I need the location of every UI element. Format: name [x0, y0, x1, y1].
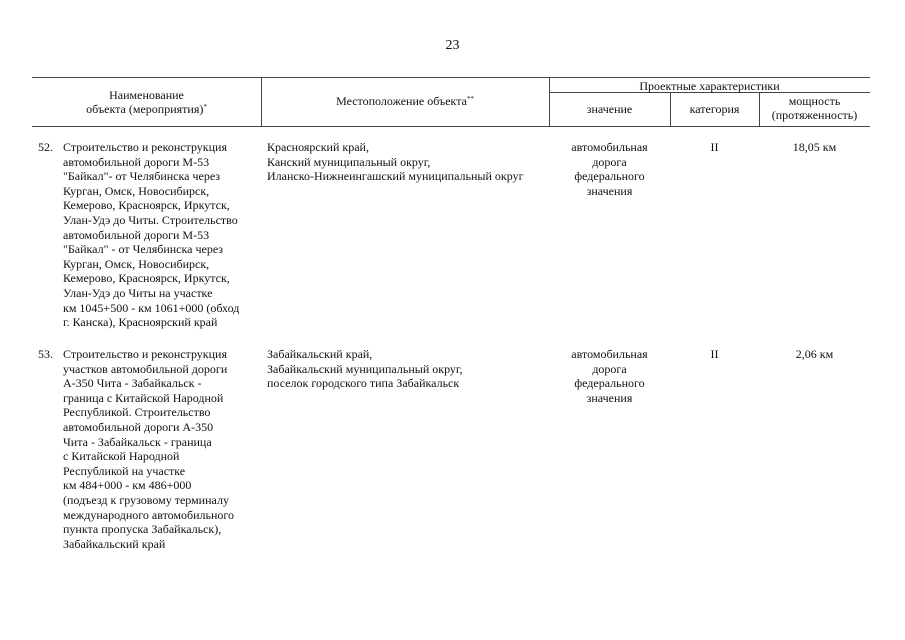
row-53-name	[63, 347, 234, 551]
header-category: категория	[689, 102, 740, 116]
name-line: Забайкальский край	[63, 536, 166, 551]
name-line: км 1045+500 - км 1061+000 (обход	[63, 300, 240, 315]
name-line: Кемерово, Красноярск, Иркутск,	[63, 198, 230, 213]
name-line: граница с Китайской Народной	[63, 390, 224, 405]
row-53-number: 53.	[38, 347, 53, 361]
value-line: значения	[586, 390, 633, 405]
header-name-line2-wrap	[32, 102, 261, 116]
name-line: Улан-Удэ до Читы на участке	[63, 285, 213, 300]
table-top-border	[32, 77, 870, 78]
name-line: автомобильной дороги А-350	[63, 419, 214, 434]
name-line: Кемерово, Красноярск, Иркутск,	[63, 271, 230, 286]
name-line: международного автомобильного	[63, 507, 235, 522]
row-53-value	[549, 347, 670, 405]
location-line: Забайкальский край,	[267, 347, 373, 361]
header-name-footnote-mark: *	[203, 103, 207, 111]
name-line: "Байкал"- от Челябинска через	[63, 169, 221, 184]
row-53-location	[267, 347, 462, 391]
value-line: автомобильная	[571, 347, 648, 361]
row-52-category: II	[710, 140, 719, 154]
name-line: с Китайской Народной	[63, 449, 180, 464]
header-value: значение	[586, 102, 633, 116]
value-line: федерального	[574, 376, 645, 391]
header-bottom-border	[32, 126, 870, 127]
value-line: федерального	[574, 169, 645, 184]
value-line: автомобильная	[571, 140, 648, 154]
header-location-label: Местоположение объекта	[336, 94, 467, 108]
header-name-line1: Наименование	[109, 88, 184, 102]
name-line: Строительство и реконструкция	[63, 347, 227, 361]
header-location-footnote-mark: **	[466, 95, 474, 103]
location-line: Красноярский край,	[267, 140, 369, 154]
location-line: Канский муниципальный округ,	[267, 154, 431, 169]
header-capacity-line1: мощность	[788, 94, 841, 108]
row-52-location	[267, 140, 524, 184]
header-location	[261, 94, 549, 108]
name-line: Курган, Омск, Новосибирск,	[63, 183, 210, 198]
header-capacity	[759, 94, 870, 122]
row-52-capacity: 18,05 км	[792, 140, 837, 154]
name-line: Курган, Омск, Новосибирск,	[63, 256, 210, 271]
header-design-group: Проектные характеристики	[639, 79, 780, 93]
name-line: автомобильной дороги М-53	[63, 154, 210, 169]
header-name	[32, 88, 261, 116]
name-line: Чита - Забайкальск - граница	[63, 434, 212, 449]
name-line: г. Канска), Красноярский край	[63, 315, 218, 330]
name-line: км 484+000 - км 486+000	[63, 478, 192, 493]
name-line: участков автомобильной дороги	[63, 361, 228, 376]
name-line: "Байкал" - от Челябинска через	[63, 242, 224, 257]
name-line: автомобильной дороги М-53	[63, 227, 210, 242]
value-line: дорога	[592, 154, 627, 169]
name-line: пункта пропуска Забайкальск),	[63, 522, 222, 537]
page-number: 23	[445, 38, 460, 53]
location-line: Забайкальский муниципальный округ,	[267, 361, 463, 376]
header-capacity-line2: (протяженность)	[771, 108, 858, 122]
row-53-capacity: 2,06 км	[795, 347, 834, 361]
row-53-category: II	[710, 347, 719, 361]
row-52-name	[63, 140, 239, 330]
value-line: значения	[586, 183, 633, 198]
header-name-line2: объекта (мероприятия)	[86, 102, 204, 116]
name-line: (подъезд к грузовому терминалу	[63, 492, 229, 507]
name-line: Строительство и реконструкция	[63, 140, 227, 154]
row-52-value	[549, 140, 670, 198]
name-line: Республикой. Строительство	[63, 405, 211, 420]
name-line: А-350 Чита - Забайкальск -	[63, 376, 202, 391]
name-line: Улан-Удэ до Читы. Строительство	[63, 212, 238, 227]
location-line: Иланско-Нижнеингашский муниципальный округ	[267, 169, 524, 184]
name-line: Республикой на участке	[63, 463, 186, 478]
row-52-number: 52.	[38, 140, 53, 154]
location-line: поселок городского типа Забайкальск	[267, 376, 460, 391]
value-line: дорога	[592, 361, 627, 376]
